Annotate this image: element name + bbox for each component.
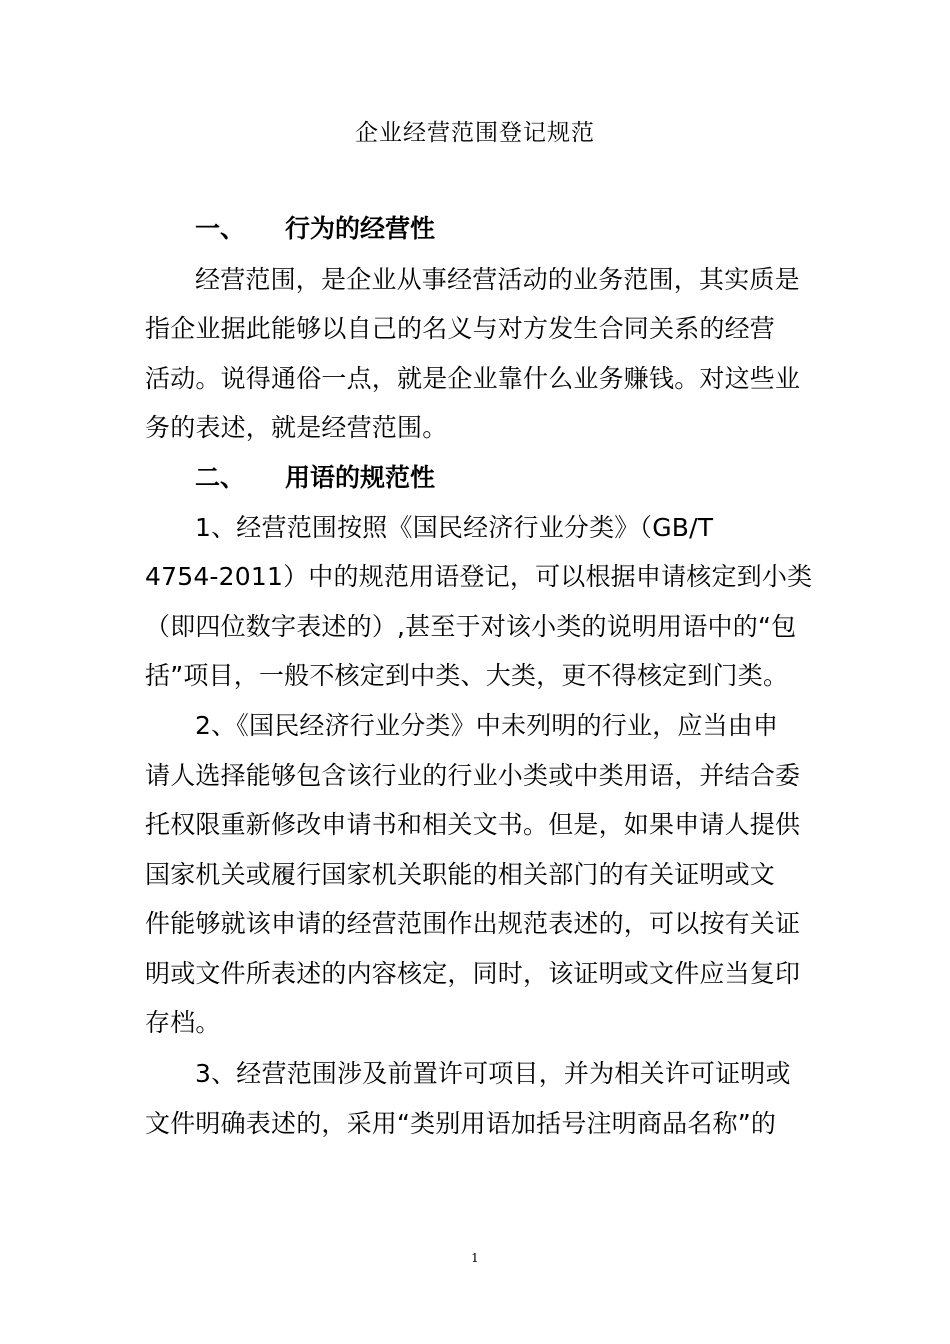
- paragraph-line: 请人选择能够包含该行业的行业小类或中类用语，并结合委: [145, 761, 801, 790]
- section-1-number: 一、: [195, 214, 246, 243]
- paragraph-line: 1、经营范围按照《国民经济行业分类》（GB/T: [195, 513, 714, 542]
- document-title: 企业经营范围登记规范: [355, 120, 595, 146]
- paragraph-line: 托权限重新修改申请书和相关文书。但是，如果申请人提供: [145, 810, 801, 839]
- paragraph-line: 明或文件所表述的内容核定，同时，该证明或文件应当复印: [145, 959, 801, 988]
- page-number: 1: [471, 1251, 479, 1265]
- paragraph-line: 指企业据此能够以自己的名义与对方发生合同关系的经营: [145, 314, 776, 343]
- paragraph-line: 括”项目，一般不核定到中类、大类，更不得核定到门类。: [145, 661, 789, 690]
- paragraph-line: 2、《国民经济行业分类》中未列明的行业，应当由申: [195, 711, 779, 740]
- section-1-heading: [195, 212, 435, 246]
- section-2-heading: [195, 461, 435, 495]
- paragraph-line: 存档。: [145, 1008, 221, 1037]
- section-2-number: 二、: [195, 463, 246, 492]
- paragraph-line: （即四位数字表述的）,甚至于对该小类的说明用语中的“包: [145, 612, 797, 641]
- paragraph-line: 4754-2011）中的规范用语登记，可以根据申请核定到小类: [145, 562, 813, 591]
- section-2-title: 用语的规范性: [285, 463, 436, 492]
- paragraph-line: 件能够就该申请的经营范围作出规范表述的，可以按有关证: [145, 909, 801, 938]
- paragraph-line: 经营范围，是企业从事经营活动的业务范围，其实质是: [195, 265, 800, 294]
- section-1-title: 行为的经营性: [285, 214, 436, 243]
- paragraph-line: 3、经营范围涉及前置许可项目，并为相关许可证明或: [195, 1059, 791, 1088]
- paragraph-line: 务的表述，就是经营范围。: [145, 413, 448, 442]
- paragraph-line: 国家机关或履行国家机关职能的相关部门的有关证明或文: [145, 860, 776, 889]
- paragraph-line: 文件明确表述的，采用“类别用语加括号注明商品名称”的: [145, 1109, 777, 1138]
- paragraph-line: 活动。说得通俗一点，就是企业靠什么业务赚钱。对这些业: [145, 364, 801, 393]
